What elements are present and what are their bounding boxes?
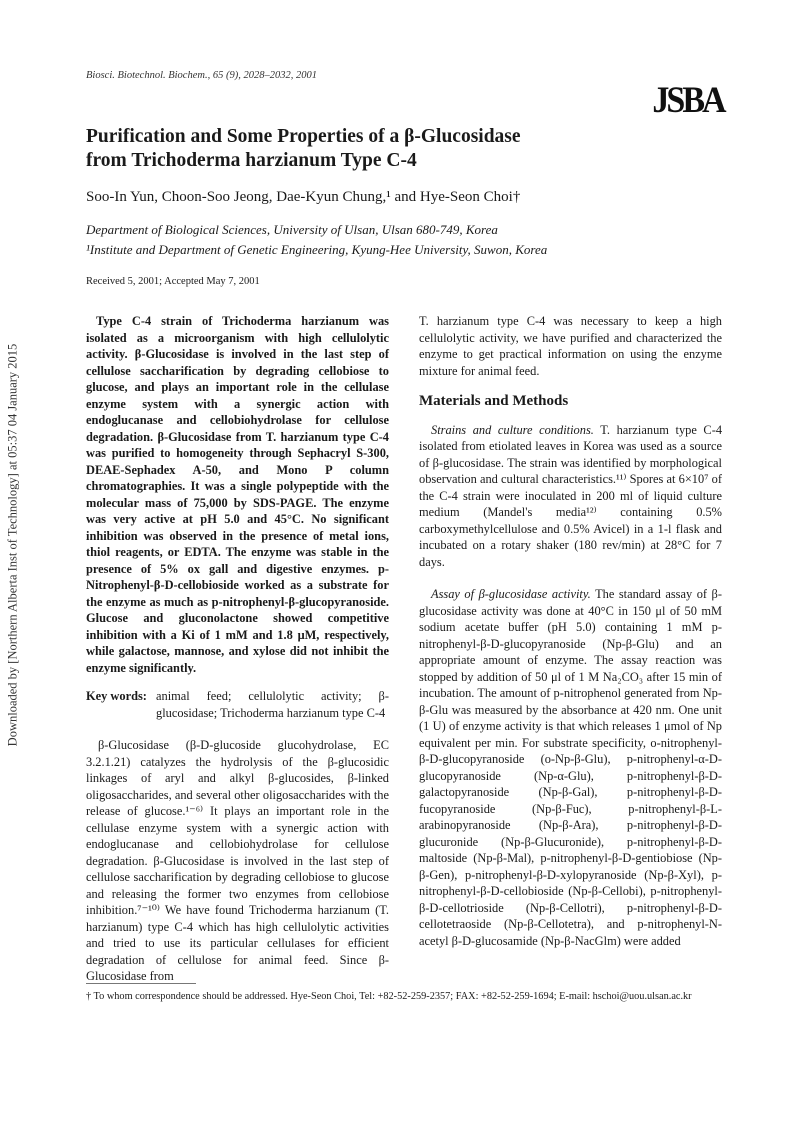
strains-body: T. harzianum type C-4 isolated from etiolated leaves in Korea was used as a source of β-glucosidase. The strain was identified by morphological observation and cultural characteristics.¹¹⁾ Spores at 6×10⁷ of the C-4 strain were inoculated in 200 ml of liquid culture medium (Mandel's media¹²⁾ containing 0.5% carboxymethylcellulose and 0.5% Avicel) in a 1-l flask and incubated on a rotary shaker (180 rev/min) at 28°C for 7 days. xyxy=(419,422,723,569)
download-watermark-text: Downloaded by [Northern Alberta Inst of Technology] at 05:37 04 January 2015 xyxy=(5,343,20,747)
correspondence-footnote: † To whom correspondence should be addressed. Hye-Seon Choi, Tel: +82-52-259-2357; FAX: +82-52-259-1694; E-mail: hschoi@uou.ulsan.ac.kr xyxy=(86,991,692,1002)
assay-run-in-heading: Assay of β-glucosidase activity. xyxy=(431,587,591,601)
author-list: Soo-In Yun, Choon-Soo Jeong, Dae-Kyun Chung,¹ and Hye-Seon Choi† xyxy=(86,189,521,205)
introduction-continuation: T. harzianum type C-4 was necessary to keep a high cellulolytic activity, we have purified and characterized the enzyme to get practical information on using the enzyme mixture for animal feed. xyxy=(419,314,722,378)
affiliation-2: ¹Institute and Department of Genetic Engineering, Kyung-Hee University, Suwon, Korea xyxy=(86,242,548,257)
strains-run-in-heading: Strains and culture conditions. xyxy=(431,422,594,437)
left-column xyxy=(86,313,389,985)
received-dates: Received 5, 2001; Accepted May 7, 2001 xyxy=(86,276,260,287)
right-column xyxy=(419,313,722,949)
abstract: Type C-4 strain of Trichoderma harzianum was isolated as a microorganism with high cellulolytic activity. β-Glucosidase is involved in the last step of cellulose saccharification by degrading cellobiose to glucose, and plays an important role in the cellulase enzyme system with a synergic action with endoglucanase and cellobiohydrolase for cellulose degradation. β-Glucosidase from T. harzianum type C-4 was purified to homogeneity through Sephacryl S-300, DEAE-Sephadex A-50, and Mono P column chromatographies. It was a single polypeptide with the molecular mass of 75,000 by SDS-PAGE. The enzyme was very active at pH 5.0 and 45°C. No significant inhibition was observed in the presence of metal ions, thiol reagents, or EDTA. The enzyme was stable in the presence of 5% ox gall and digestive enzymes. p-Nitrophenyl-β-D-cellobioside worked as a substrate for the enzyme as much as p-nitrophenyl-β-glucopyranoside. Glucose and gluconolactone showed competitive inhibition with a Ki of 1 mM and 1.8 μM, respectively, while galactose, mannose, and xylose did not inhibit the enzyme significantly. xyxy=(86,314,389,675)
assay-body: The standard assay of β-glucosidase activity was done at 40°C in 150 μl of 50 mM sodium acetate buffer (pH 5.0) containing 1 mM p-nitrophenyl-β-D-glucopyranoside (Np-β-Glu) and an appropriate amount of enzyme. The assay reaction was stopped by addition of 50 μl of 1 M Na₂CO₃ after 15 min of incubation. The amount of p-nitrophenol generated from Np-β-Glu was measured by the absorbance at 420 nm. One unit (1 U) of enzyme activity is that which releases 1 μmol of Np equivalent per min. For substrate specificity, o-nitrophenyl-β-D-glucopyranoside (o-Np-β-Glu), p-nitrophenyl-α-D-glucopyranoside (Np-α-Glu), p-nitrophenyl-β-D-galactopyranoside (Np-β-Gal), p-nitrophenyl-β-D-fucopyranoside (Np-β-Fuc), p-nitrophenyl-β-L-arabinopyranoside (Np-β-Ara), p-nitrophenyl-β-D-glucuronide (Np-β-Glucuronide), p-nitrophenyl-β-D-maltoside (Np-β-Mal), p-nitrophenyl-β-D-gentiobiose (Np-β-Gen), p-nitrophenyl-β-D-xylopyranoside (Np-β-Xyl), p-nitrophenyl-β-D-cellobioside (Np-β-Cellobi), p-nitrophenyl-β-D-cellotrioside (Np-β-Cellotri), p-nitrophenyl-β-D-cellotetraoside (Np-β-Cellotetra), and p-nitrophenyl-N-acetyl β-D-glucosamide (Np-β-NacGlm) were added xyxy=(419,587,722,948)
introduction-paragraph: β-Glucosidase (β-D-glucoside glucohydrolase, EC 3.2.1.21) catalyzes the hydrolysis of the β-glucosidic linkages of aryl and alkyl β-glucosides, β-linked oligosaccharides, and several other oligosaccharides with the release of glucose.¹⁻⁶⁾ It plays an important role in the cellulase enzyme system with a synergic action with endoglucanase and cellobiohydrolase for cellulose degradation. β-Glucosidase is involved in the last step of cellulose saccharification by degrading cellobiose to glucose and releasing the former two enzymes from cellobiose inhibition.⁷⁻¹⁰⁾ We have found Trichoderma harzianum (T. harzianum) type C-4 which has high cellulolytic activities and tried to use its particular cellulases for efficient degradation of cellulose for animal feed. Since β-Glucosidase from xyxy=(86,738,389,983)
footnote-divider xyxy=(86,983,196,984)
article-title xyxy=(86,125,726,173)
title-line-2: from Trichoderma harzianum Type C-4 xyxy=(86,150,417,171)
keywords-label: Key words: xyxy=(86,689,147,703)
strains-paragraph xyxy=(419,422,722,571)
keywords xyxy=(86,688,389,721)
keywords-text: animal feed; cellulolytic activity; β-glucosidase; Trichoderma harzianum type C-4 xyxy=(156,689,389,720)
jsba-logo xyxy=(652,78,724,121)
assay-paragraph xyxy=(419,586,722,949)
journal-citation: Biosci. Biotechnol. Biochem., 65 (9), 2028–2032, 2001 xyxy=(86,70,317,81)
download-watermark xyxy=(3,345,23,745)
title-line-1: Purification and Some Properties of a β-Glucosidase xyxy=(86,126,521,147)
svg-text:JSBA: JSBA xyxy=(652,78,724,121)
section-heading-methods: Materials and Methods xyxy=(419,393,569,409)
affiliation-1: Department of Biological Sciences, University of Ulsan, Ulsan 680-749, Korea xyxy=(86,222,498,237)
